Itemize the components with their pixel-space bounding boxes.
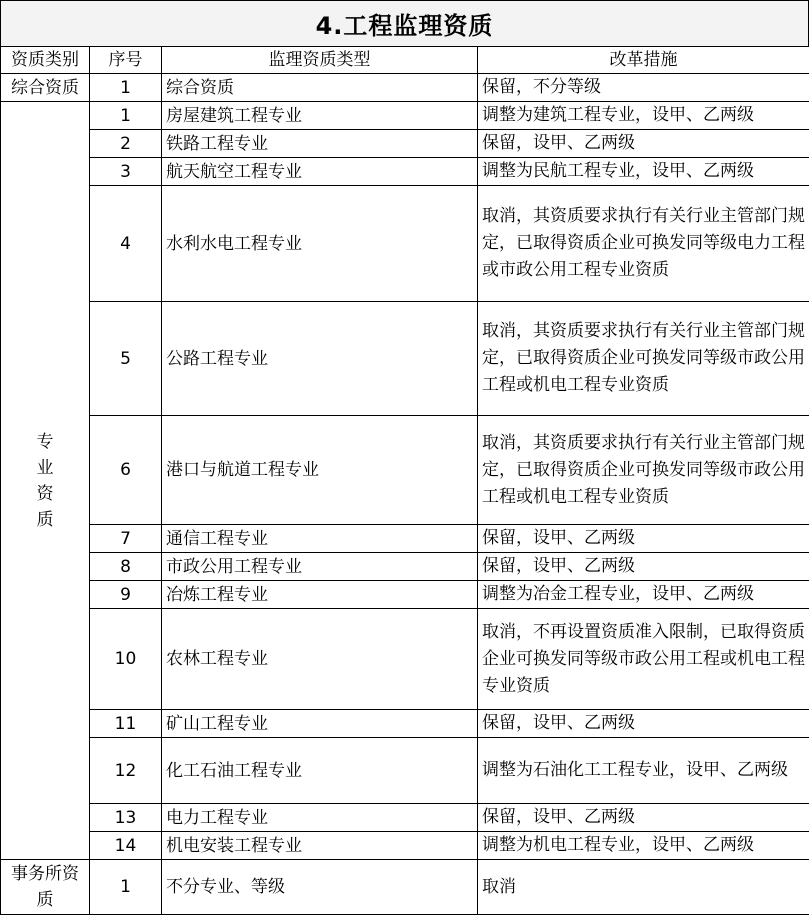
table-row bbox=[1, 581, 809, 609]
table-row bbox=[1, 553, 809, 581]
reform-action: 保留，设甲、乙两级 bbox=[478, 525, 809, 553]
header-category: 资质类别 bbox=[1, 47, 90, 74]
row-number: 9 bbox=[90, 581, 162, 609]
qualification-type: 电力工程专业 bbox=[162, 804, 478, 832]
qualification-type: 农林工程专业 bbox=[162, 609, 478, 710]
qualification-type: 不分专业、等级 bbox=[162, 860, 478, 915]
reform-action: 调整为石油化工工程专业，设甲、乙两级 bbox=[478, 738, 809, 804]
row-number: 7 bbox=[90, 525, 162, 553]
qualification-type: 化工石油工程专业 bbox=[162, 738, 478, 804]
qualification-type: 水利水电工程专业 bbox=[162, 186, 478, 302]
row-number: 5 bbox=[90, 302, 162, 416]
row-number: 6 bbox=[90, 416, 162, 525]
table-row bbox=[1, 302, 809, 416]
row-number: 2 bbox=[90, 130, 162, 158]
category-specialty bbox=[1, 102, 90, 860]
header-row bbox=[1, 47, 809, 74]
qualification-table bbox=[0, 46, 809, 915]
qualification-type: 通信工程专业 bbox=[162, 525, 478, 553]
table-title: 4.工程监理资质 bbox=[0, 0, 809, 46]
table-row bbox=[1, 609, 809, 710]
reform-action: 调整为建筑工程专业，设甲、乙两级 bbox=[478, 102, 809, 130]
reform-action: 取消 bbox=[478, 860, 809, 915]
row-number: 8 bbox=[90, 553, 162, 581]
row-number: 14 bbox=[90, 832, 162, 860]
table-row bbox=[1, 158, 809, 186]
reform-action: 取消，其资质要求执行有关行业主管部门规定，已取得资质企业可换发同等级电力工程或市政公用工程专业资质 bbox=[478, 186, 809, 302]
reform-action: 保留，设甲、乙两级 bbox=[478, 804, 809, 832]
qualification-type: 矿山工程专业 bbox=[162, 710, 478, 738]
header-number: 序号 bbox=[90, 47, 162, 74]
row-number: 1 bbox=[90, 102, 162, 130]
qualification-type: 铁路工程专业 bbox=[162, 130, 478, 158]
table-row bbox=[1, 74, 809, 102]
category-firm: 事务所资质 bbox=[1, 860, 90, 915]
category-comprehensive: 综合资质 bbox=[1, 74, 90, 102]
table-row bbox=[1, 738, 809, 804]
category-specialty-label: 专业资质 bbox=[36, 429, 54, 533]
table-row bbox=[1, 186, 809, 302]
row-number: 11 bbox=[90, 710, 162, 738]
qualification-type: 综合资质 bbox=[162, 74, 478, 102]
reform-action: 保留，设甲、乙两级 bbox=[478, 553, 809, 581]
reform-action: 保留，设甲、乙两级 bbox=[478, 710, 809, 738]
qualification-type: 航天航空工程专业 bbox=[162, 158, 478, 186]
qualification-type: 房屋建筑工程专业 bbox=[162, 102, 478, 130]
row-number: 12 bbox=[90, 738, 162, 804]
table-row bbox=[1, 130, 809, 158]
row-number: 4 bbox=[90, 186, 162, 302]
table-row bbox=[1, 102, 809, 130]
reform-action: 调整为民航工程专业，设甲、乙两级 bbox=[478, 158, 809, 186]
header-action: 改革措施 bbox=[478, 47, 809, 74]
row-number: 1 bbox=[90, 860, 162, 915]
qualification-type: 公路工程专业 bbox=[162, 302, 478, 416]
qualification-type: 港口与航道工程专业 bbox=[162, 416, 478, 525]
reform-action: 调整为冶金工程专业，设甲、乙两级 bbox=[478, 581, 809, 609]
reform-action: 取消，其资质要求执行有关行业主管部门规定，已取得资质企业可换发同等级市政公用工程或机电工程专业资质 bbox=[478, 416, 809, 525]
row-number: 13 bbox=[90, 804, 162, 832]
qualification-type: 冶炼工程专业 bbox=[162, 581, 478, 609]
table-row bbox=[1, 525, 809, 553]
row-number: 1 bbox=[90, 74, 162, 102]
reform-action: 调整为机电工程专业，设甲、乙两级 bbox=[478, 832, 809, 860]
header-type: 监理资质类型 bbox=[162, 47, 478, 74]
row-number: 10 bbox=[90, 609, 162, 710]
table-row bbox=[1, 832, 809, 860]
table-row bbox=[1, 804, 809, 832]
qualification-type: 机电安装工程专业 bbox=[162, 832, 478, 860]
reform-action: 保留，设甲、乙两级 bbox=[478, 130, 809, 158]
table-row bbox=[1, 710, 809, 738]
reform-action: 保留，不分等级 bbox=[478, 74, 809, 102]
reform-action: 取消，其资质要求执行有关行业主管部门规定，已取得资质企业可换发同等级市政公用工程或机电工程专业资质 bbox=[478, 302, 809, 416]
row-number: 3 bbox=[90, 158, 162, 186]
qualification-type: 市政公用工程专业 bbox=[162, 553, 478, 581]
reform-action: 取消，不再设置资质准入限制，已取得资质企业可换发同等级市政公用工程或机电工程专业资质 bbox=[478, 609, 809, 710]
table-row bbox=[1, 860, 809, 915]
table-row bbox=[1, 416, 809, 525]
